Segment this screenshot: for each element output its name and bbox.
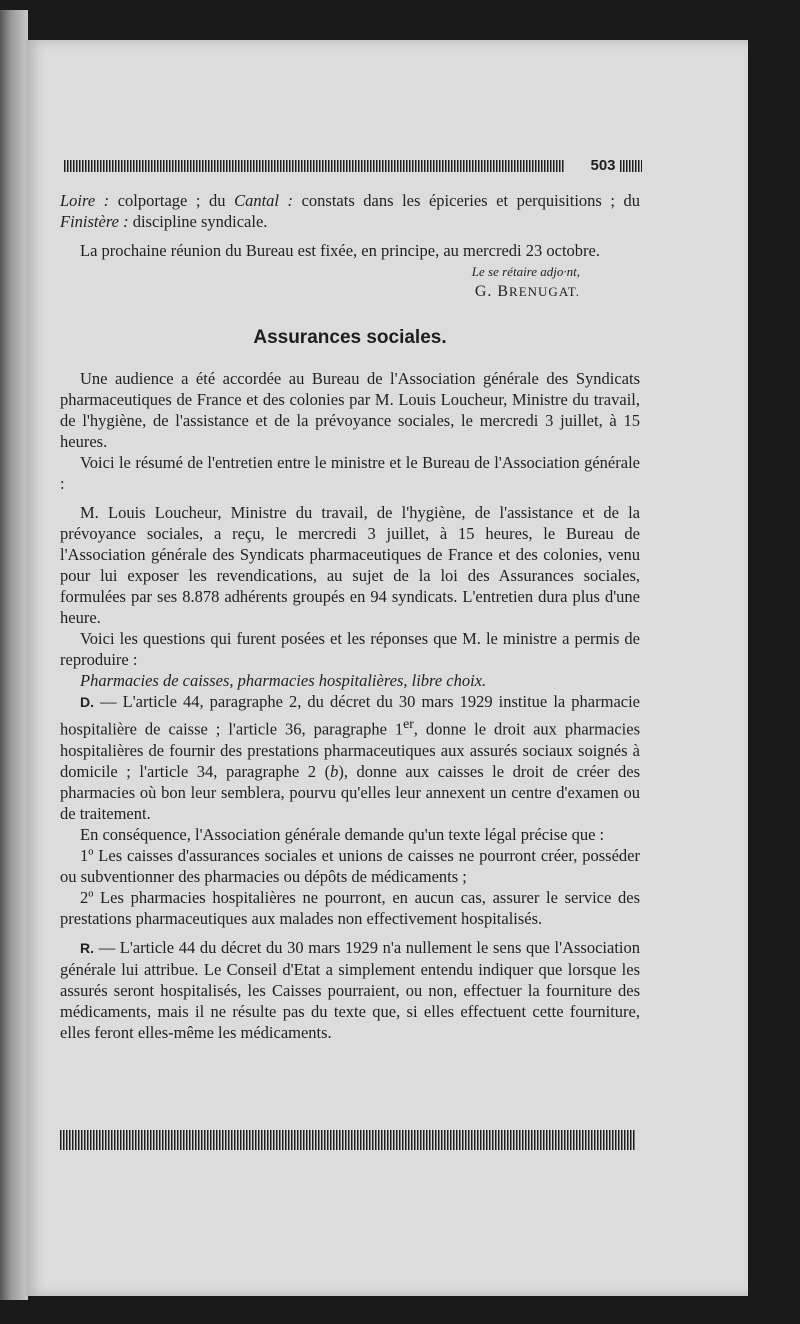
questions-intro-paragraph: Voici les questions qui furent posées et les réponses que M. le ministre a permis de reproduire : [60,629,640,669]
consequence-paragraph: En conséquence, l'Association générale demande qu'un texte légal précise que : [80,824,605,844]
continued-paragraph: Loire : colportage ; du Cantal : constats dans les épiceries et perquisitions ; du Finistère : discipline syndicale. [60,191,641,231]
intro-paragraph: Une audience a été accordée au Bureau de l'Association générale des Syndicats pharmaceutiques de France et des colonies par M. Louis Loucheur, Ministre du travail, de l'hygiène, de l'assistance et de la prévoyance sociales, le mercredi 3 juillet, à 15 heures. [60,369,640,451]
page-header [64,156,642,176]
demand-paragraph: D. — L'article 44, paragraphe 2, du décret du 30 mars 1929 institue la pharmacie hospitalière de caisse ; l'article 36, paragraphe 1er, donne le droit aux pharmacies hospitalières de fournir des prestations pharmaceutiques aux assurés sociaux soignés à domicile ; l'article 34, paragraphe 2 (b), donne aux caisses le droit de créer des pharmacies où bon leur semblera, pourvu qu'elles leur annexent un centre d'examen ou de traitement. [60,692,641,823]
response-paragraph: R. — L'article 44 du décret du 30 mars 1929 n'a nullement le sens que l'Association générale lui attribue. Le Conseil d'Etat a simplement entendu indiquer que lorsque les assurés seront hospitalisés, les Caisses pourraient, ou non, effectuer la fourniture des médicaments, mais il ne résulte pas du texte que, si elles effectuent cette fourniture, elles feront elles-même les médicaments. [60,937,640,1042]
page-body [60,190,640,1043]
header-decorative-rule-right [620,160,642,172]
point-2: 2º Les pharmacies hospitalières ne pourront, en aucun cas, assurer le service des prestations pharmaceutiques aux malades non effectivement hospitalisés. [60,887,640,928]
signature-title: Le se rétaire adjo·nt, [471,264,580,279]
point-1: 1º Les caisses d'assurances sociales et unions de caisses ne pourront créer, posséder ou subventionner des pharmacies ou dépôts de médicaments ; [60,845,640,886]
subsection-title: Pharmacies de caisses, pharmacies hospitalières, libre choix. [80,671,487,690]
footer-decorative-rule [60,1130,636,1150]
signature-block [60,263,640,303]
meeting-paragraph: M. Louis Loucheur, Ministre du travail, de l'hygiène, de l'assistance et de la prévoyance sociales, a reçu, le mercredi 3 juillet, à 15 heures, le Bureau de l'Association générale des Syndicats pharmaceutiques de France et des colonies, venu pour lui exposer les revendications, au sujet de la loi des Assurances sociales, formulées par ses 8.878 adhérents groupés en 94 syndicats. L'entretien dura plus d'une heure. [60,503,640,627]
signature-name: G. BRENUGAT. [474,283,580,300]
page-number: 503 [590,157,616,174]
header-decorative-rule-left [64,160,564,172]
next-meeting-paragraph: La prochaine réunion du Bureau est fixée, en principe, au mercredi 23 octobre. [80,241,600,260]
summary-intro-paragraph: Voici le résumé de l'entretien entre le ministre et le Bureau de l'Association générale : [60,453,640,493]
previous-page-edge [0,10,28,1300]
section-title: Assurances sociales. [253,327,447,348]
